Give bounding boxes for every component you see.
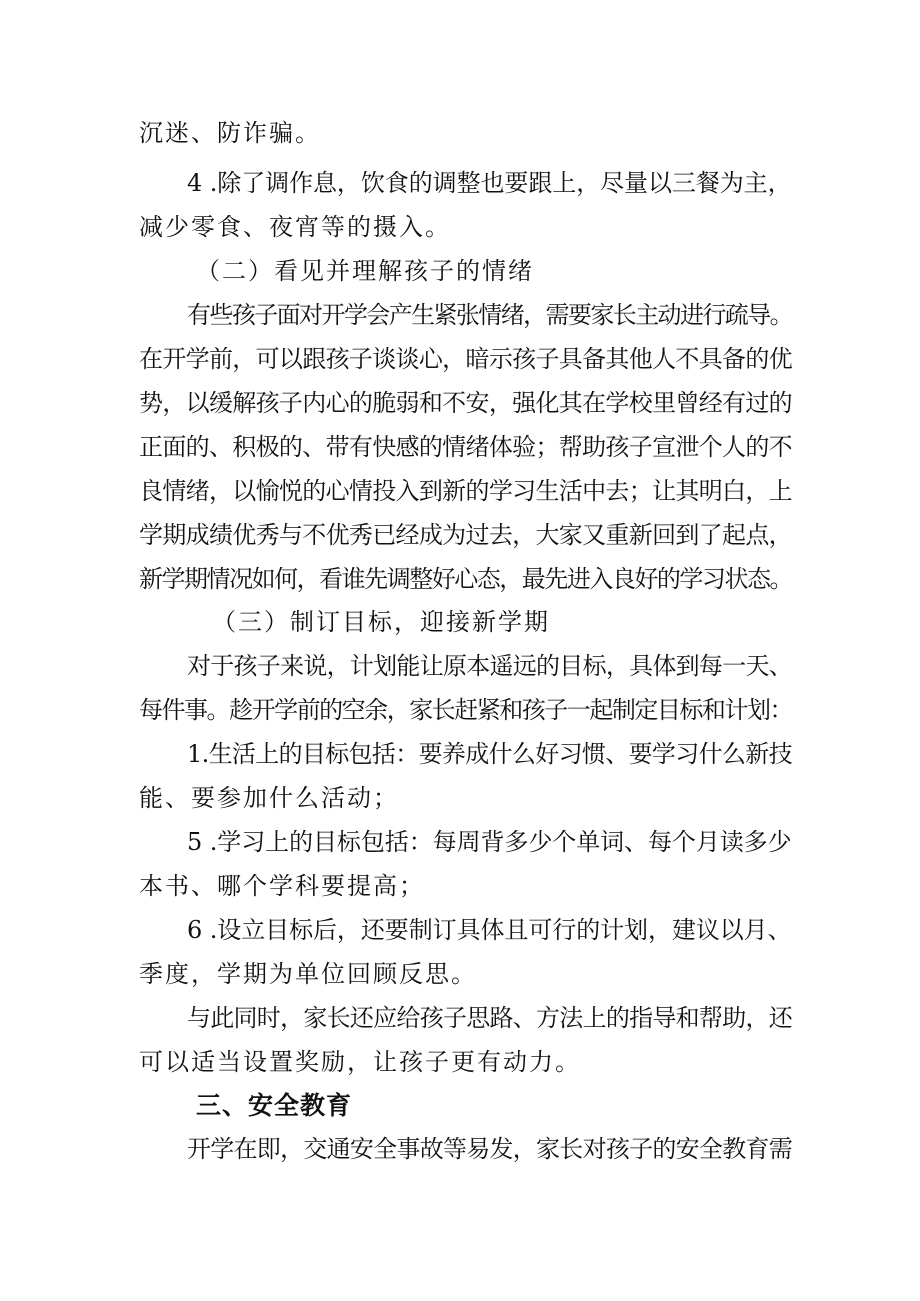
list-item-line: 本书、哪个学科要提高； — [139, 872, 425, 900]
section-subheading: （三）制订目标，迎接新学期 — [212, 608, 550, 636]
paragraph-line: 正面的、积极的、带有快感的情绪体验；帮助孩子宣泄个人的不 — [139, 433, 792, 461]
paragraph-line: 学期成绩优秀与不优秀已经成为过去，大家又重新回到了起点， — [139, 521, 792, 549]
section-subheading: （二）看见并理解孩子的情绪 — [196, 257, 534, 285]
list-item-line: 季度，学期为单位回顾反思。 — [139, 960, 477, 988]
paragraph-line: 良情绪，以愉悦的心情投入到新的学习生活中去；让其明白，上 — [139, 477, 792, 505]
list-item-line: 能、要参加什么活动； — [139, 784, 399, 812]
paragraph-line: 可以适当设置奖励，让孩子更有动力。 — [139, 1048, 581, 1076]
paragraph-line: 势，以缓解孩子内心的脆弱和不安，强化其在学校里曾经有过的 — [139, 389, 792, 417]
list-item-line: 1.生活上的目标包括：要养成什么好习惯、要学习什么新技 — [187, 740, 792, 768]
paragraph-line: 沉迷、防诈骗。 — [139, 119, 321, 147]
paragraph-line: 新学期情况如何，看谁先调整好心态，最先进入良好的学习状态。 — [139, 565, 792, 593]
paragraph-line: 有些孩子面对开学会产生紧张情绪，需要家长主动进行疏导。 — [187, 301, 792, 329]
paragraph-line: 每件事。趁开学前的空余，家长赶紧和孩子一起制定目标和计划： — [139, 696, 792, 724]
paragraph-line: 在开学前，可以跟孩子谈谈心，暗示孩子具备其他人不具备的优 — [139, 345, 792, 373]
paragraph-line: 开学在即，交通安全事故等易发，家长对孩子的安全教育需 — [187, 1135, 792, 1163]
list-item-line: 4 .除了调作息，饮食的调整也要跟上，尽量以三餐为主， — [187, 169, 792, 197]
paragraph-line: 对于孩子来说，计划能让原本遥远的目标，具体到每一天、 — [187, 652, 792, 680]
paragraph-line: 与此同时，家长还应给孩子思路、方法上的指导和帮助，还 — [187, 1004, 792, 1032]
section-heading: 三、安全教育 — [196, 1091, 353, 1120]
list-item-line: 5 .学习上的目标包括：每周背多少个单词、每个月读多少 — [187, 828, 792, 856]
list-item-line: 6 .设立目标后，还要制订具体且可行的计划，建议以月、 — [187, 916, 792, 944]
list-item-line: 减少零食、夜宵等的摄入。 — [139, 213, 451, 241]
